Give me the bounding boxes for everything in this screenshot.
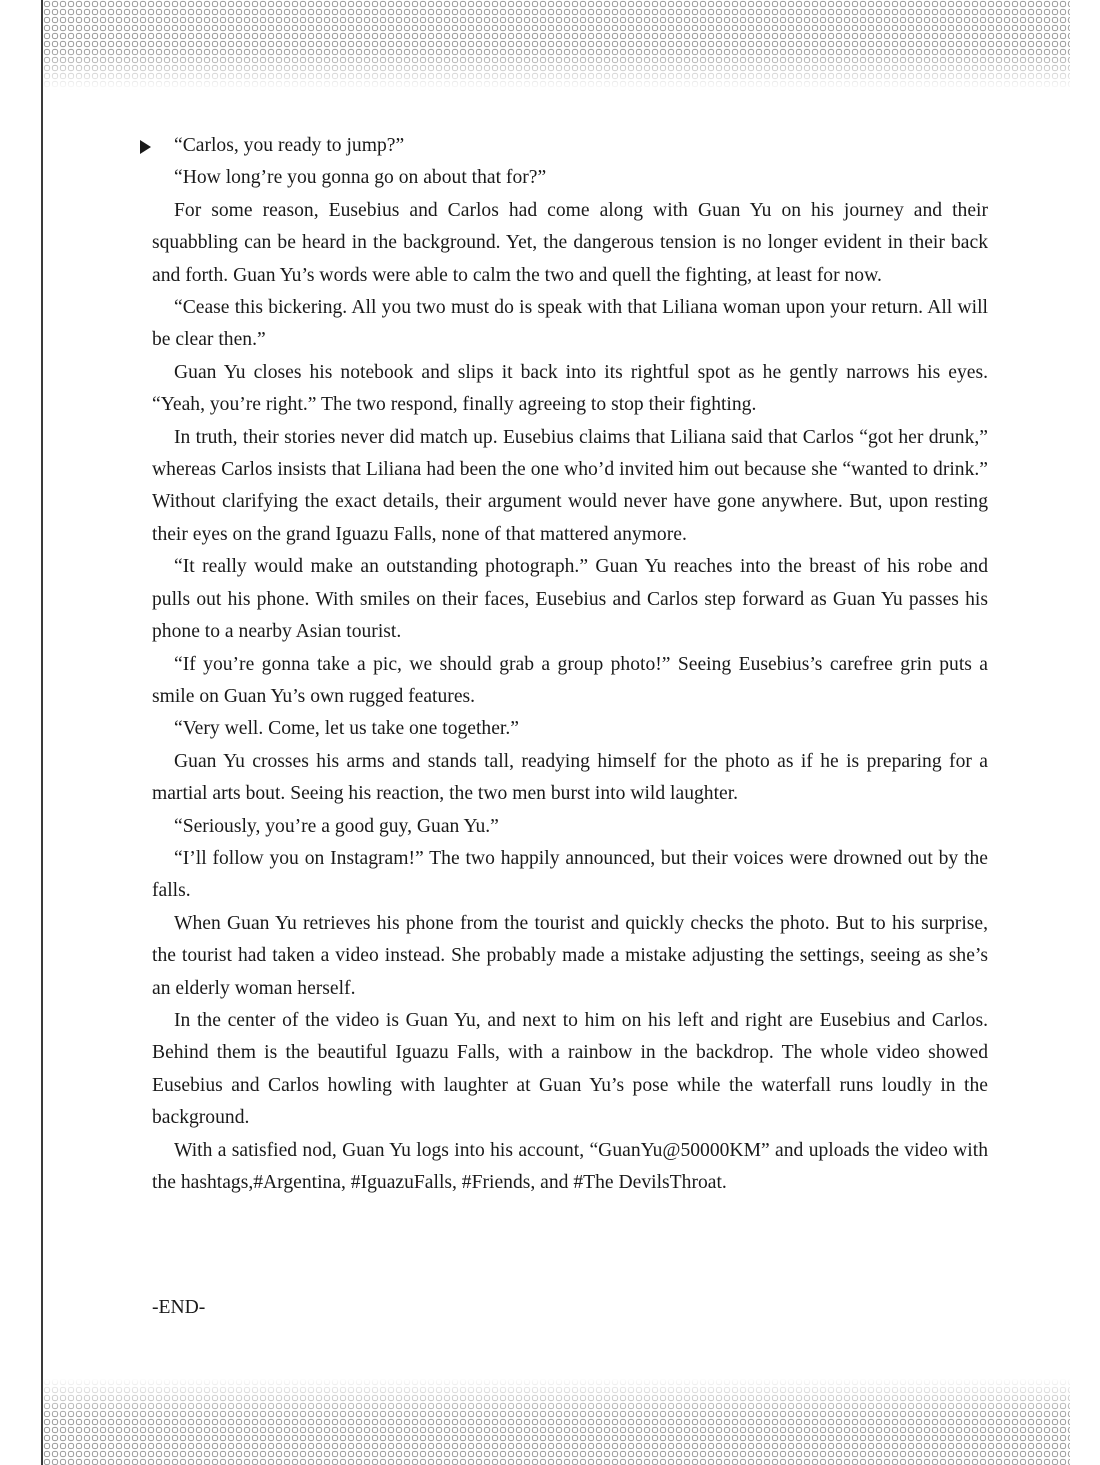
section-marker-icon (140, 140, 151, 154)
paragraph: “How long’re you gonna go on about that for?” (174, 167, 547, 189)
paragraph: “Seriously, you’re a good guy, Guan Yu.” (174, 815, 499, 837)
decorative-pattern-footer (43, 1378, 1070, 1465)
paragraph: In the center of the video is Guan Yu, and next to him on his left and right are Eusebius and Carlos. Behind them is the beautiful Iguazu Falls, with a rainbow in the backdrop. The whole video showed Eusebius and Carlos howling with laughter at Guan Yu’s pose while the waterfall runs loudly in the background. (152, 1009, 988, 1129)
end-marker: -END- (152, 1297, 206, 1318)
paragraph: “Carlos, you ready to jump?” (174, 135, 405, 156)
paragraph: “Cease this bickering. All you two must do is speak with that Liliana woman upon your return. All will be clear then.” (152, 297, 988, 351)
decorative-pattern-header (43, 0, 1070, 90)
paragraph: Guan Yu closes his notebook and slips it back into its rightful spot as he gently narrows his eyes. “Yeah, you’re right.” The two respond, finally agreeing to stop their fighting. (152, 361, 988, 416)
story-text (152, 130, 988, 1199)
paragraph: “I’ll follow you on Instagram!” The two happily announced, but their voices were drowned out by the falls. (152, 847, 988, 902)
paragraph: Guan Yu crosses his arms and stands tall, readying himself for the photo as if he is preparing for a martial arts bout. Seeing his reaction, the two men burst into wild laughter. (152, 750, 988, 805)
paragraph: In truth, their stories never did match up. Eusebius claims that Liliana said that Carlos “got her drunk,” whereas Carlos insists that Liliana had been the one who’d invited him out because she “wanted to drink.” Without clarifying the exact details, their argument would never have gone anywhere. But, upon resting their eyes on the grand Iguazu Falls, none of that mattered anymore. (152, 426, 988, 545)
paragraph: “It really would make an outstanding photograph.” Guan Yu reaches into the breast of his robe and pulls out his phone. With smiles on their faces, Eusebius and Carlos step forward as Guan Yu passes his phone to a nearby Asian tourist. (152, 556, 988, 643)
paragraph: When Guan Yu retrieves his phone from the tourist and quickly checks the photo. But to his surprise, the tourist had taken a video instead. She probably made a mistake adjusting the settings, seeing as she’s an elderly woman herself. (152, 912, 988, 999)
paragraph: For some reason, Eusebius and Carlos had come along with Guan Yu on his journey and their squabbling can be heard in the background. Yet, the dangerous tension is no longer evident in their back and forth. Guan Yu’s words were able to calm the two and quell the fighting, at least for now. (152, 199, 988, 286)
paragraph: With a satisfied nod, Guan Yu logs into his account, “GuanYu@50000KM” and uploads the video with the hashtags,#Argentina, #IguazuFalls, #Friends, and #The DevilsThroat. (152, 1139, 988, 1193)
page-edge-line (41, 0, 43, 1465)
paragraph: “Very well. Come, let us take one together.” (174, 718, 519, 740)
paragraph: “If you’re gonna take a pic, we should grab a group photo!” Seeing Eusebius’s carefree grin puts a smile on Guan Yu’s own rugged features. (152, 653, 988, 707)
